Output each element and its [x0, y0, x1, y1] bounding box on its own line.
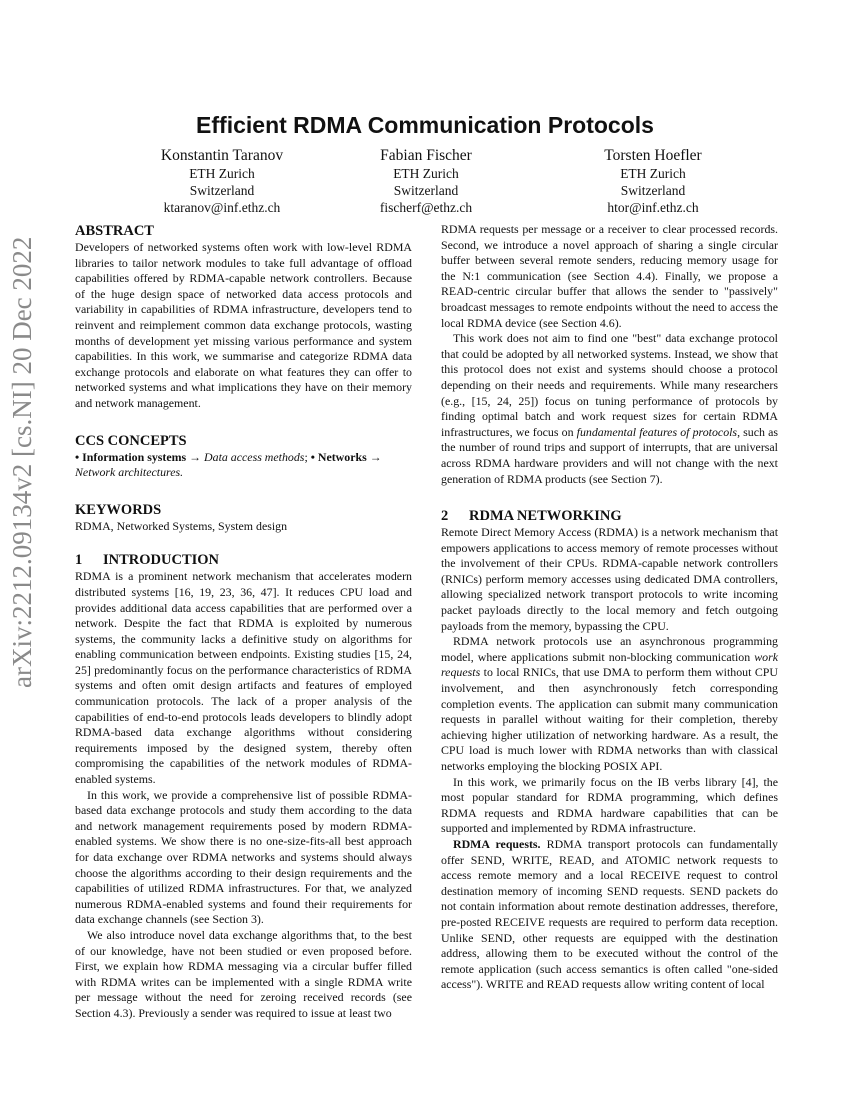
- paragraph: [441, 634, 778, 774]
- paragraph-text: , such as the number of round trips and support of interrupts, that are universal across RDMA hardware providers and will not change with the next generation of RDMA products (see Section 7).: [441, 424, 778, 486]
- author-name: Torsten Hoefler: [604, 147, 702, 164]
- paragraph: Remote Direct Memory Access (RDMA) is a network mechanism that empowers applications to access memory of remote processes without the involvement of their CPUs. RDMA-capable network controllers (RNICs) perform memory accesses using dedicated DMA controllers, allowing specialized network transport protocols to write incoming packet payloads directly to the local memory and fetch outgoing payloads from the memory, bypassing the CPU.: [441, 525, 778, 633]
- author-email: htor@inf.ethz.ch: [607, 200, 699, 215]
- author-country: Switzerland: [620, 183, 686, 198]
- paragraph-text: to local RNICs, that use DMA to perform them without CPU involvement, and then asynchronously fetch corresponding completion events. The application can submit many communication requests in parallel without waiting for their completion, thereby achieving higher utilization of networking hardware. As a result, the CPU load is much lower with RDMA networks than with classical networks employing the blocking POSIX API.: [441, 665, 778, 773]
- paper-title: Efficient RDMA Communication Protocols: [196, 112, 654, 138]
- ccs-term: Network architectures.: [75, 465, 184, 480]
- section-number: 2: [441, 508, 449, 525]
- author-block: [523, 147, 783, 216]
- left-column: [75, 222, 412, 1022]
- ccs-separator: ;: [304, 449, 311, 464]
- paragraph: In this work, we primarily focus on the IB verbs library [4], the most popular standard for RDMA programming, which defines RDMA requests and RDMA hardware capabilities that can be supported and implemented by RDMA infrastructure.: [441, 774, 778, 836]
- ccs-term: • Information systems: [75, 449, 187, 464]
- author-affiliation: ETH Zurich: [393, 166, 459, 181]
- section-title: RDMA NETWORKING: [469, 508, 622, 525]
- abstract-heading: ABSTRACT: [75, 223, 154, 239]
- abstract-text: Developers of networked systems often work with low-level RDMA libraries to tailor network modules to take full advantage of offload capabilities offered by RDMA-capable network controllers. Because of the huge design space of networked data access protocols and variability in capabilities of RDMA infrastructure, developers tend to reinvent and reimplement common data exchange protocols, wasting months of development yet missing various performance and system capabilities. In this work, we summarise and categorize RDMA data exchange protocols and elaborate on what features they can offer to networked systems and what implications they have on their memory and network management.: [75, 240, 412, 410]
- author-email: ktaranov@inf.ethz.ch: [163, 200, 281, 215]
- section-heading: [75, 551, 412, 569]
- author-country: Switzerland: [189, 183, 255, 198]
- keywords-text: RDMA, Networked Systems, System design: [75, 518, 288, 533]
- author-email: fischerf@ethz.ch: [379, 200, 473, 215]
- section-title: INTRODUCTION: [103, 552, 220, 569]
- emphasis-text: fundamental features of protocols: [576, 424, 738, 439]
- ccs-term: Data access methods: [204, 449, 305, 464]
- paragraph-text: RDMA network protocols use an asynchronous programming model, where applications submit non-blocking communication: [441, 634, 778, 664]
- section-number: 1: [75, 552, 83, 569]
- ccs-term: • Networks: [310, 449, 367, 464]
- run-in-heading: RDMA requests.: [453, 836, 541, 851]
- author-affiliation: ETH Zurich: [189, 166, 255, 181]
- author-country: Switzerland: [393, 183, 459, 198]
- right-column: [441, 222, 778, 993]
- author-name: Konstantin Taranov: [160, 147, 284, 164]
- author-block: [296, 147, 556, 216]
- ccs-arrow: →: [366, 449, 382, 464]
- paragraph: In this work, we provide a comprehensive list of possible RDMA-based data exchange protocols and study them according to the data and network management requirements posed by modern RDMA-enabled systems. We show there is no one-size-fits-all best approach for data exchange over RDMA networks and systems should always choose the algorithms according to their design requirements and the capabilities of utilized RDMA infrastructures. For that, we analyzed numerous RDMA-enabled systems and found their requirements for data exchange channels (see Section 3).: [75, 787, 412, 927]
- ccs-heading: CCS CONCEPTS: [75, 432, 187, 449]
- paragraph: RDMA is a prominent network mechanism that accelerates modern distributed systems [16, 19, 23, 36, 47]. It reduces CPU load and provides additional data access capabilities that are performed over a network. Despite the fact that RDMA is exploited by numerous systems, the community lacks a definitive study on algorithms for enabling communication between endpoints. Existing studies [15, 24, 25] predominantly focus on the performance characteristics of RDMA systems and often omit design artifacts and features of employed communication protocols. The lack of a proper analysis of the capabilities of end-to-end protocols leads developers to blindly adopt RDMA-based data exchange algorithms without considering requirements imposed by the designed system, thereby often compromising the capabilities of the network modules of RDMA-enabled systems.: [75, 569, 412, 787]
- paragraph: [441, 331, 778, 487]
- author-affiliation: ETH Zurich: [620, 166, 686, 181]
- author-name: Fabian Fischer: [380, 147, 472, 164]
- section-heading: [441, 507, 778, 525]
- ccs-arrow: →: [186, 449, 205, 464]
- ccs-text: [75, 450, 412, 481]
- paragraph: We also introduce novel data exchange algorithms that, to the best of our knowledge, have not been studied or even proposed before. First, we explain how RDMA messaging via a circular buffer filled with RDMA writes can be implemented with a single RDMA write per message without the need for zeroing received records (see Section 4.3). Previously a sender was required to issue at least two: [75, 927, 412, 1020]
- paragraph-text: RDMA transport protocols can fundamentally offer SEND, WRITE, READ, and ATOMIC network requests to access remote memory and a local RECEIVE request to control destination memory of incoming SEND requests. SEND packets do not contain information about remote destination addresses, therefore, pre-posted RECEIVE requests are required to perform data reception. Unlike SEND, other requests are equipped with the destination address, allowing them to be executed without the control of the remote application (such access semantics is often called "one-sided access"). WRITE and READ requests allow writing content of local: [441, 836, 778, 992]
- arxiv-id: arXiv:2212.09134v2 [cs.NI] 20 Dec 2022: [7, 236, 37, 688]
- paragraph: RDMA requests per message or a receiver to clear processed records. Second, we introduce a novel approach of sharing a single circular buffer between several remote senders, reducing memory usage for the N:1 communication (see Section 4.4). Finally, we propose a READ-centric circular buffer that allows the sender to "passively" broadcast messages to remote endpoints without the need to access the local RDMA device (see Section 4.6).: [441, 222, 778, 330]
- keywords-heading: KEYWORDS: [75, 501, 162, 518]
- paragraph-text: This work does not aim to find one "best" data exchange protocol that could be adopted by all networked systems. Instead, we show that this protocol does not exist and systems should choose a protocol depending on their needs and requirements. While many researchers (e.g., [15, 24, 25]) focus on tuning performance of protocols by finding optimal batch and work request sizes for certain RDMA infrastructures, we focus on: [441, 331, 778, 439]
- emphasis-text: work requests: [441, 649, 778, 680]
- paragraph: [441, 837, 778, 993]
